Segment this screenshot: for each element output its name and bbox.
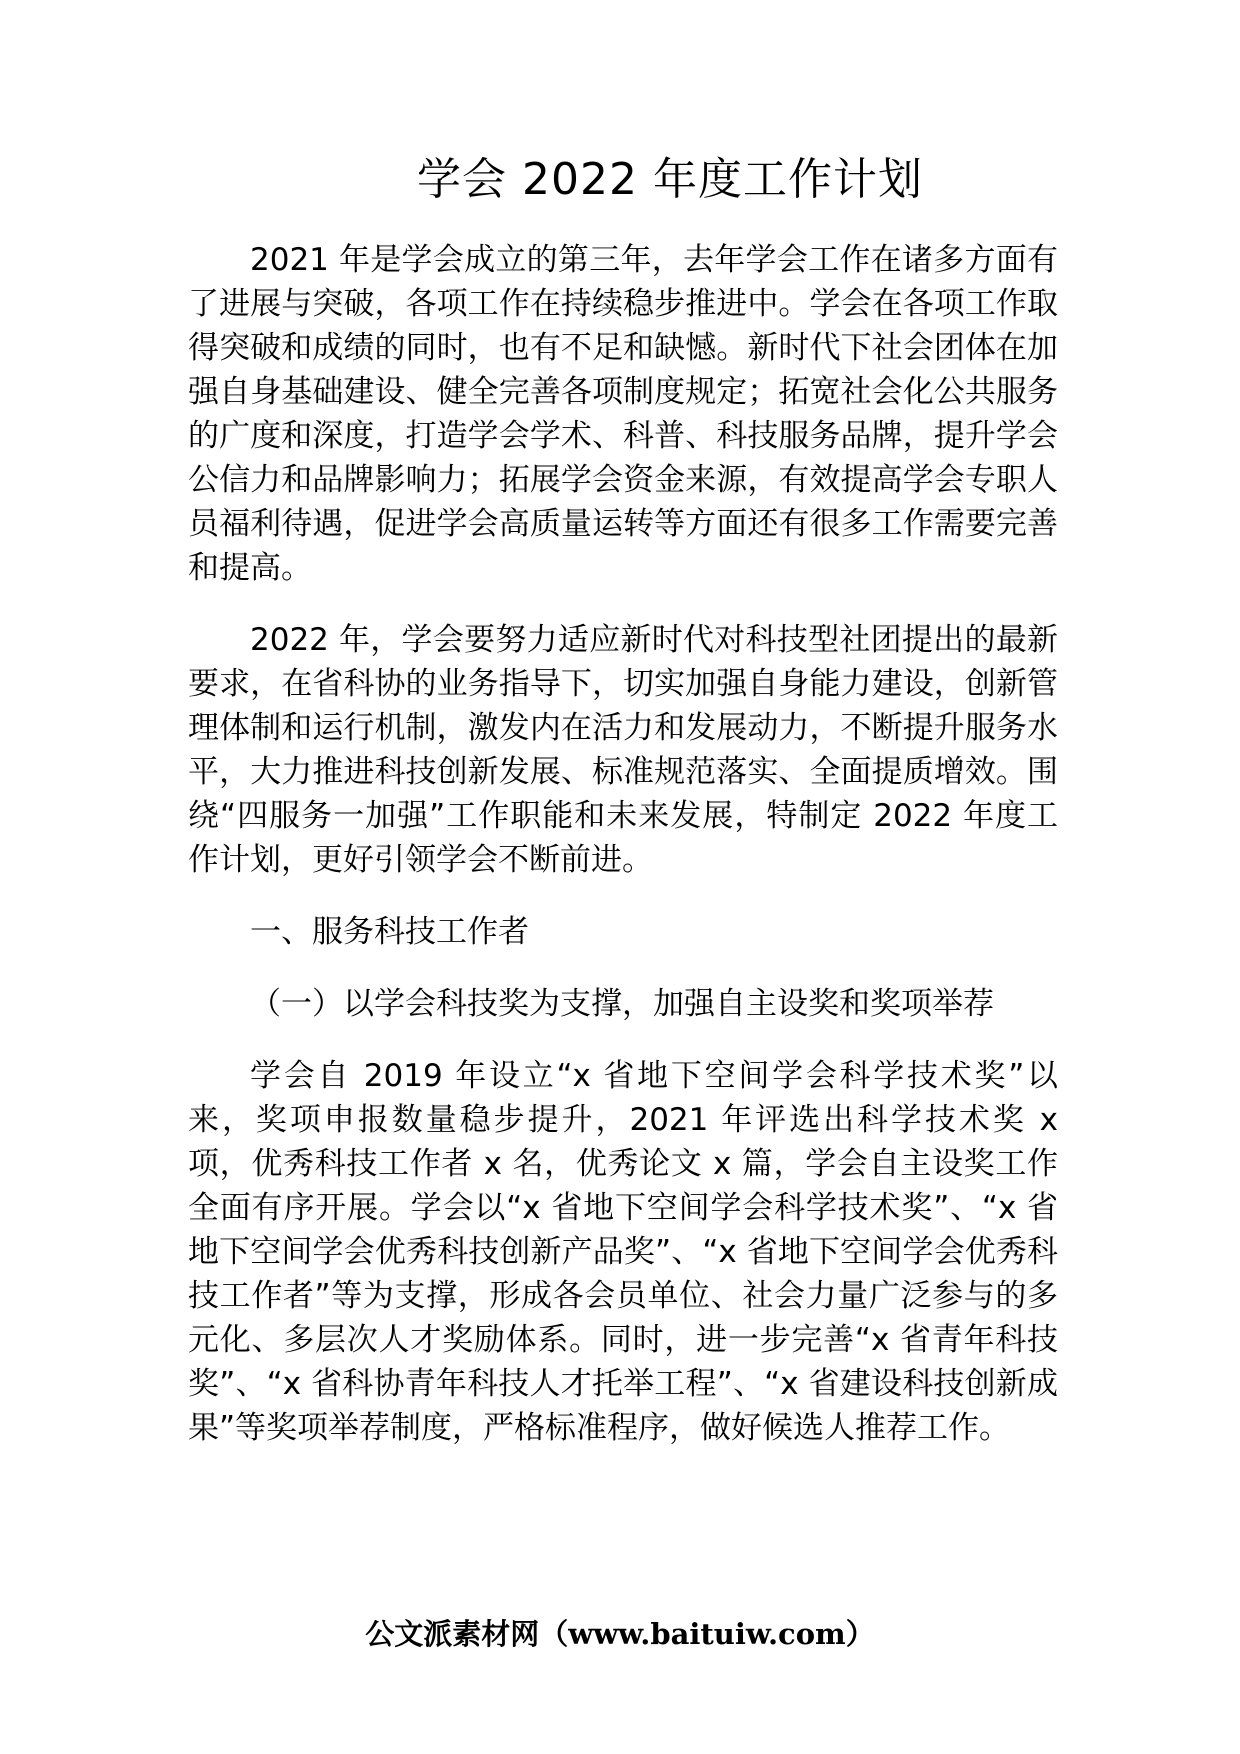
footer-watermark: 公文派素材网（www.baituiw.com） [365,1617,875,1651]
subsection-heading: （一）以学会科技奖为支撑，加强自主设奖和奖项举荐 [250,986,994,1022]
document-body [188,238,1058,1478]
paragraph-awards: 学会自 2019 年设立“x 省地下空间学会科学技术奖”以来，奖项申报数量稳步提升，2021 年评选出科学技术奖 x 项，优秀科技工作者 x 名，优秀论文 x 篇，学会自主设奖工作全面有序开展。学会以“x 省地下空间学会科学技术奖”、“x 省地下空间学会优秀科技创新产品奖”、“x 省地下空间学会优秀科技工作者”等为支撑，形成各会员单位、社会力量广泛参与的多元化、多层次人才奖励体系。同时，进一步完善“x 省青年科技奖”、“x 省科协青年科技人才托举工程”、“x 省建设科技创新成果”等奖项举荐制度，严格标准程序，做好候选人推荐工作。 [188,1058,1058,1446]
document-title: 学会 2022 年度工作计划 [417,154,923,205]
paragraph-intro: 2021 年是学会成立的第三年，去年学会工作在诸多方面有了进展与突破，各项工作在持续稳步推进中。学会在各项工作取得突破和成绩的同时，也有不足和缺憾。新时代下社会团体在加强自身基础建设、健全完善各项制度规定；拓宽社会化公共服务的广度和深度，打造学会学术、科普、科技服务品牌，提升学会公信力和品牌影响力；拓展学会资金来源，有效提高学会专职人员福利待遇，促进学会高质量运转等方面还有很多工作需要完善和提高。 [188,242,1058,586]
section-heading: 一、服务科技工作者 [250,914,529,950]
paragraph-plan-2022: 2022 年，学会要努力适应新时代对科技型社团提出的最新要求，在省科协的业务指导下，切实加强自身能力建设，创新管理体制和运行机制，激发内在活力和发展动力，不断提升服务水平，大力推进科技创新发展、标准规范落实、全面提质增效。围绕“四服务一加强”工作职能和未来发展，特制定 2022 年度工作计划，更好引领学会不断前进。 [188,622,1058,878]
